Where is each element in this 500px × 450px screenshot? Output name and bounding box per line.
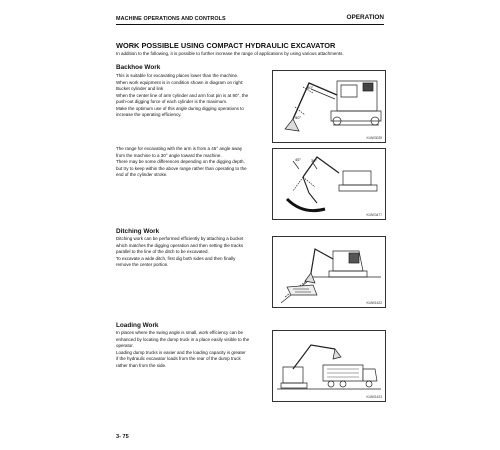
- text-line: Loading dump trucks is easier and the loading capacity is greater: [116, 349, 246, 355]
- text-line: To excavate a wide ditch, first dig both sides and then finally: [116, 255, 236, 261]
- angle-label: 90°: [307, 85, 314, 90]
- excavator-loading-truck-illustration: [273, 331, 385, 401]
- text-line: operator.: [116, 343, 134, 348]
- angle-label: 90°: [295, 115, 302, 120]
- figure-code: KLW01623: [366, 395, 382, 399]
- section-text-digging-range: [116, 146, 271, 179]
- page-title: WORK POSSIBLE USING COMPACT HYDRAULIC EXCAVATOR: [116, 41, 336, 50]
- text-line: When the center line of arm cylinder and arm foot pin is at 90°, the: [116, 92, 249, 98]
- text-line: rather than from the side.: [116, 362, 167, 368]
- section-title-ditching: Ditching Work: [116, 228, 160, 235]
- figure-ditching: [272, 236, 386, 308]
- text-line: enhanced by locating the dump truck in a place easily visible to the: [116, 336, 250, 342]
- excavator-90-degree-illustration: [273, 71, 385, 142]
- text-line: increase the operating efficiency.: [116, 112, 182, 117]
- figure-loading: [272, 330, 386, 402]
- section-title-loading: Loading Work: [116, 322, 159, 329]
- text-line: This is suitable for excavating places lower than the machine.: [116, 73, 239, 78]
- excavator-arm-range-illustration: [273, 149, 385, 219]
- text-line: The range for excavating with the arm is from a 45° angle away: [116, 146, 243, 151]
- figure-code: KLW01622: [366, 301, 382, 305]
- text-line: Make the optimum use of this angle during digging operations to: [116, 105, 244, 111]
- text-line: Ditching work can be performed efficiently by attaching a bucket: [116, 236, 244, 241]
- text-line: In places where the swing angle is small, work efficiency can be: [116, 330, 243, 335]
- text-line: from the machine to a 30° angle toward the machine.: [116, 152, 222, 158]
- text-line: remove the center portion.: [116, 262, 169, 267]
- angle-label: 45°: [295, 157, 302, 162]
- excavator-ditching-illustration: [273, 237, 385, 307]
- text-line: Bucket cylinder and link: [116, 86, 164, 91]
- text-line: end of the cylinder stroke.: [116, 172, 168, 177]
- header-divider: [116, 24, 384, 25]
- text-line: push-out digging force of each cylinder is the maximum.: [116, 99, 228, 104]
- text-line: There may be some differences depending on the digging depth,: [116, 159, 245, 164]
- section-text-ditching: [116, 236, 271, 269]
- page-number: 3- 75: [116, 434, 129, 440]
- text-line: When work equipment is in condition shown in diagram on right:: [116, 79, 244, 85]
- header-section-title: MACHINE OPERATIONS AND CONTROLS: [116, 16, 226, 22]
- section-text-loading: [116, 330, 271, 369]
- intro-text: In addition to the following, it is possible to further increase the range of applications by using various attachments.: [116, 51, 344, 56]
- section-text-backhoe: [116, 73, 271, 119]
- figure-code: KLW03035: [366, 136, 382, 140]
- figure-digging-range: [272, 148, 386, 220]
- header-chapter-title: OPERATION: [346, 14, 384, 21]
- angle-label: 30°: [311, 158, 318, 163]
- figure-backhoe-angle: [272, 70, 386, 143]
- text-line: parallel to the line of the ditch to be excavated.: [116, 249, 209, 254]
- text-line: which matches the digging operation and then setting the tracks: [116, 242, 244, 248]
- text-line: but try to keep within the above range rather than operating to the: [116, 165, 247, 171]
- text-line: if the hydraulic excavator loads from the rear of the dump truck: [116, 356, 241, 361]
- section-title-backhoe: Backhoe Work: [116, 64, 161, 71]
- figure-code: KLW03477: [366, 213, 382, 217]
